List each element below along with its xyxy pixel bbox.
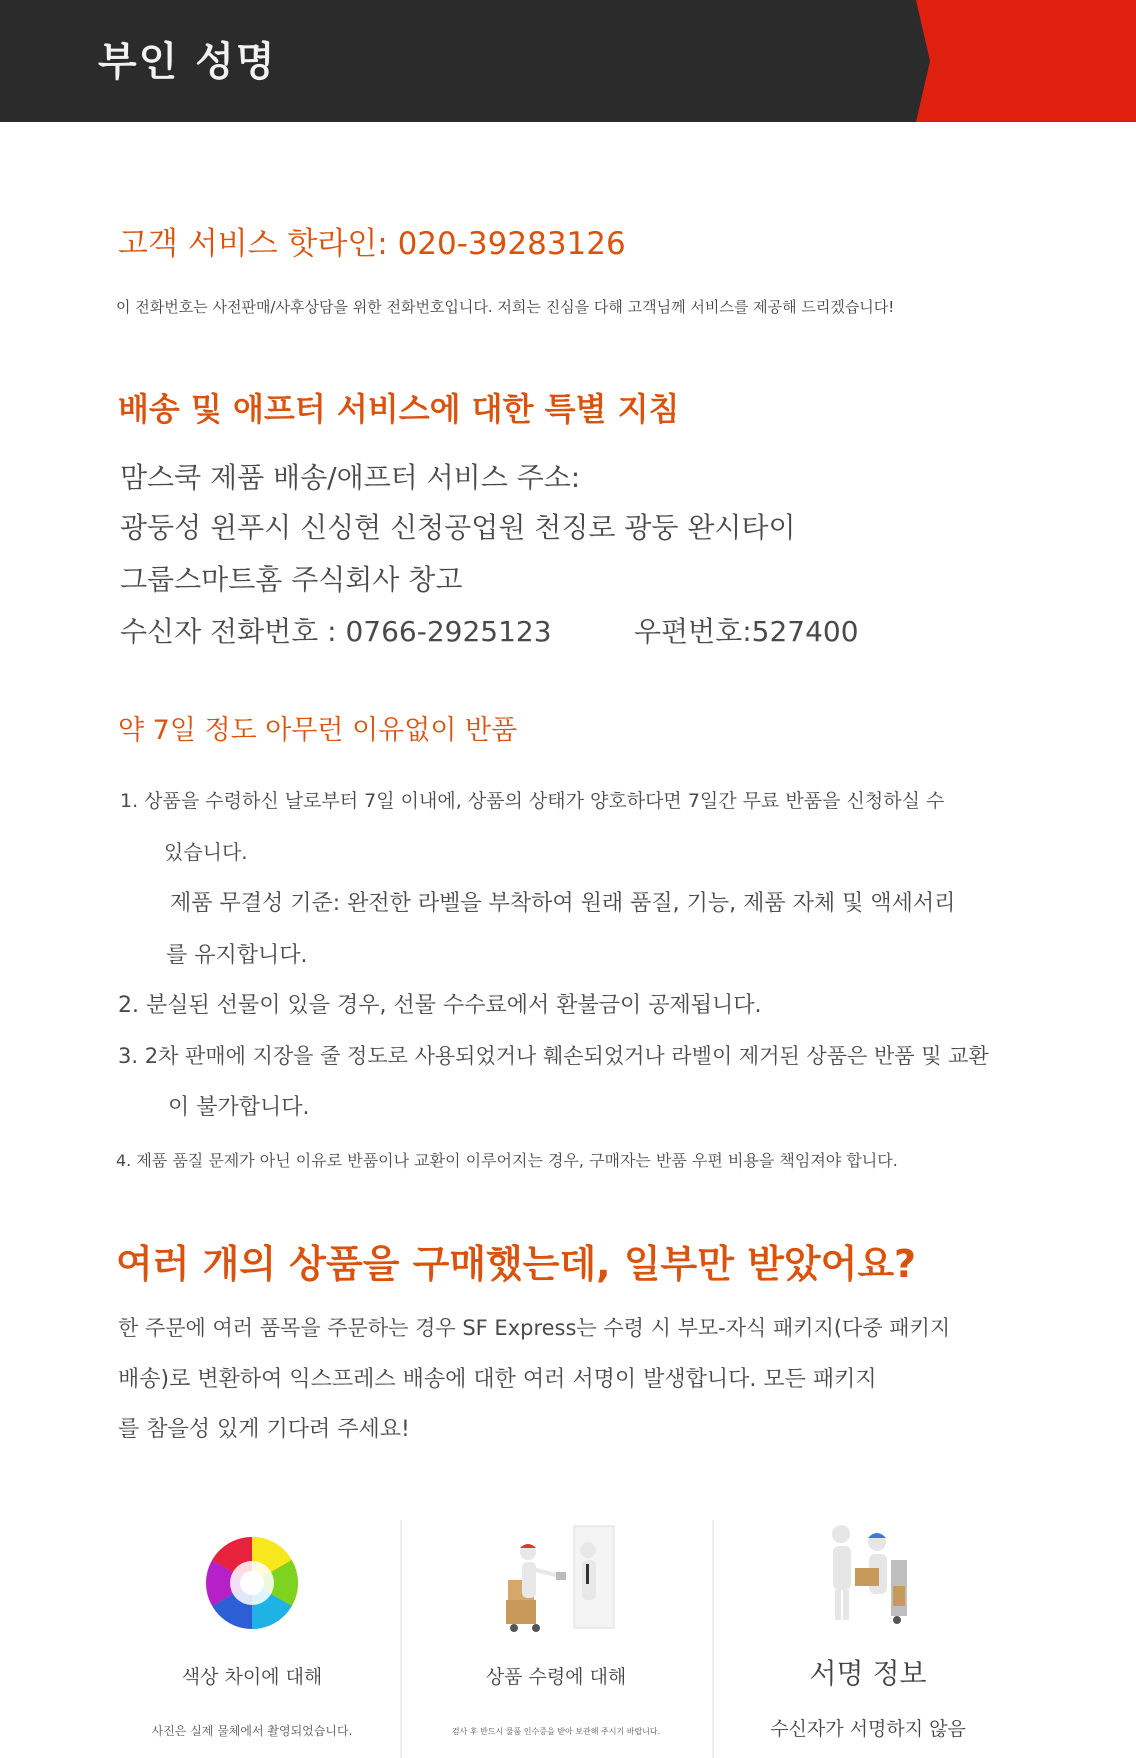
return-rule-1-criteria: 제품 무결성 기준: 완전한 라벨을 부착하여 원래 품질, 기능, 제품 자체 및 액세서리: [170, 891, 956, 916]
multi-package-title: 여러 개의 상품을 구매했는데, 일부만 받았어요?: [116, 1242, 917, 1286]
header-banner: [0, 0, 1136, 122]
return-rule-2: 2. 분실된 선물이 있을 경우, 선물 수수료에서 환불금이 공제됩니다.: [118, 993, 762, 1018]
return-rule-1: 1. 상품을 수령하신 날로부터 7일 이내에, 상품의 상태가 양호하다면 7일간 무료 반품을 신청하실 수: [120, 790, 945, 812]
return-rule-3-cont: 이 불가합니다.: [168, 1095, 310, 1120]
multi-package-text: 한 주문에 여러 품목을 주문하는 경우 SF Express는 수령 시 부모-자식 패키지(다중 패키지: [118, 1316, 951, 1340]
card-subtitle: 검사 후 반드시 물품 인수증을 받아 보관해 주시기 바랍니다.: [451, 1727, 661, 1736]
return-rule-3: 3. 2차 판매에 지장을 줄 정도로 사용되었거나 훼손되었거나 라벨이 제거된 상품은 반품 및 교환: [118, 1044, 989, 1068]
card-signature: [718, 1500, 1018, 1758]
hotline-note: 이 전화번호는 사전판매/사후상담을 위한 전화번호입니다. 저희는 진심을 다해 고객님께 서비스를 제공해 드리겠습니다!: [116, 298, 895, 316]
return-rule-1-cont: 있습니다.: [164, 840, 248, 864]
multi-package-text: 배송)로 변환하여 익스프레스 배송에 대한 여러 서명이 발생합니다. 모든 패키지: [118, 1367, 877, 1392]
card-title: 서명 정보: [809, 1657, 927, 1690]
address-line: 광둥성 윈푸시 신싱현 신청공업원 천징로 광둥 완시타이: [120, 511, 796, 544]
address-line: 그룹스마트홈 주식회사 창고: [120, 563, 463, 596]
card-receipt: [406, 1500, 706, 1758]
return-rule-4: 4. 제품 품질 문제가 아닌 이유로 반품이나 교환이 이루어지는 경우, 구매자는 반품 우편 비용을 책임져야 합니다.: [116, 1151, 898, 1170]
return-rule-1-criteria-cont: 를 유지합니다.: [166, 943, 308, 968]
card-title: 상품 수령에 대해: [485, 1666, 627, 1688]
shipping-title: 배송 및 애프터 서비스에 대한 특별 지침: [118, 390, 680, 428]
color-wheel-icon: [205, 1536, 299, 1634]
postal-code: 우편번호:527400: [634, 615, 859, 648]
recipient-phone: 수신자 전화번호 : 0766-2925123: [120, 615, 552, 648]
multi-package-text: 를 참을성 있게 기다려 주세요!: [118, 1417, 410, 1442]
card-divider: [712, 1520, 714, 1758]
delivery-person-icon: [494, 1524, 618, 1638]
card-subtitle: 수신자가 서명하지 않음: [770, 1718, 966, 1740]
card-title: 색상 차이에 대해: [181, 1666, 323, 1688]
address-line: 맘스쿡 제품 배송/애프터 서비스 주소:: [120, 461, 581, 494]
card-subtitle: 사진은 실제 물체에서 촬영되었습니다.: [151, 1724, 353, 1738]
hotline-title: 고객 서비스 핫라인: 020-39283126: [118, 226, 626, 262]
returns-title: 약 7일 정도 아무런 이유없이 반품: [118, 715, 518, 746]
signature-icon: [813, 1520, 923, 1634]
page-title: 부인 성명: [98, 39, 277, 85]
header-accent: [916, 0, 1136, 122]
card-color-difference: [102, 1500, 402, 1758]
